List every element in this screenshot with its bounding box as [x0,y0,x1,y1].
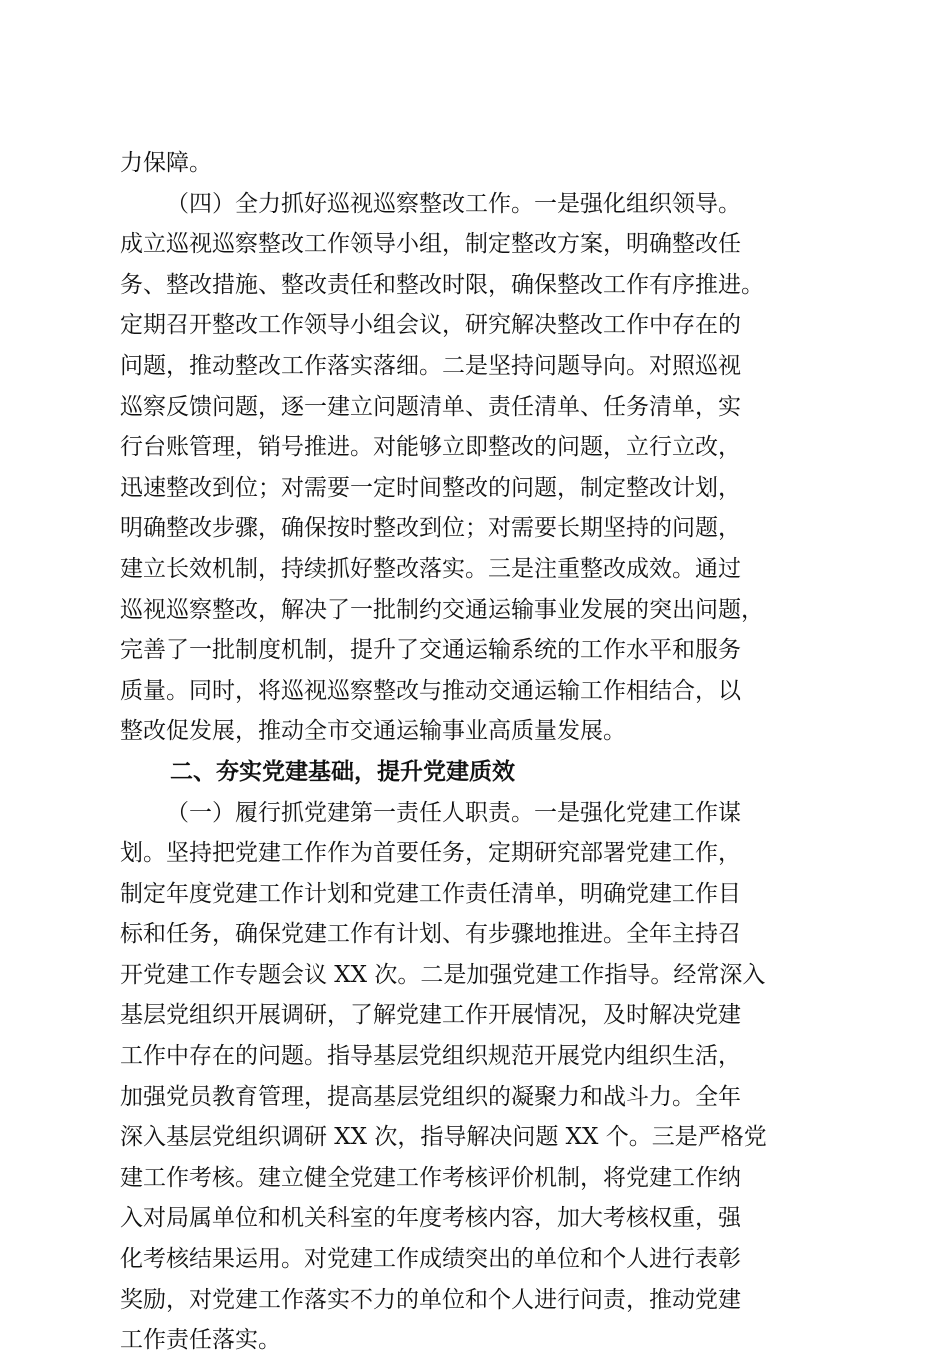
paragraph-line: 明确整改步骤，确保按时整改到位；对需要长期坚持的问题， [120,515,741,542]
document-body [120,143,830,1361]
paragraph-line: 工作中存在的问题。指导基层党组织规范开展党内组织生活， [120,1043,741,1070]
paragraph-line: 质量。同时，将巡视巡察整改与推动交通运输工作相结合，以 [120,677,741,704]
paragraph-line: （四）全力抓好巡视巡察整改工作。一是强化组织领导。 [166,190,741,217]
paragraph-line: 建立长效机制，持续抓好整改落实。三是注重整改成效。通过 [120,555,741,582]
paragraph-line: 成立巡视巡察整改工作领导小组，制定整改方案，明确整改任 [120,231,741,258]
paragraph-line: 问题，推动整改工作落实落细。二是坚持问题导向。对照巡视 [120,352,741,379]
paragraph-line: 建工作考核。建立健全党建工作考核评价机制，将党建工作纳 [120,1164,741,1191]
paragraph-line: 化考核结果运用。对党建工作成绩突出的单位和个人进行表彰 [120,1246,741,1273]
paragraph-line: 基层党组织开展调研，了解党建工作开展情况，及时解决党建 [120,1002,741,1029]
paragraph-line: 工作责任落实。 [120,1327,281,1354]
paragraph-line: 务、整改措施、整改责任和整改时限，确保整改工作有序推进。 [120,271,764,298]
paragraph-line: 定期召开整改工作领导小组会议，研究解决整改工作中存在的 [120,312,741,339]
paragraph-line: 入对局属单位和机关科室的年度考核内容，加大考核权重，强 [120,1205,741,1232]
paragraph-line: 力保障。 [120,150,212,176]
paragraph-line: 加强党员教育管理，提高基层党组织的凝聚力和战斗力。全年 [120,1083,741,1110]
paragraph-line: 整改促发展，推动全市交通运输事业高质量发展。 [120,718,626,745]
paragraph-line: 划。坚持把党建工作作为首要任务，定期研究部署党建工作， [120,840,741,867]
paragraph-line: 深入基层党组织调研 XX 次，指导解决问题 XX 个。三是严格党 [120,1124,767,1151]
paragraph-line: 开党建工作专题会议 XX 次。二是加强党建工作指导。经常深入 [120,961,766,988]
section-heading: 二、夯实党建基础，提升党建质效 [170,758,515,785]
paragraph-line: 完善了一批制度机制，提升了交通运输系统的工作水平和服务 [120,637,741,664]
paragraph-line: 制定年度党建工作计划和党建工作责任清单，明确党建工作目 [120,880,741,907]
paragraph-line: （一）履行抓党建第一责任人职责。一是强化党建工作谋 [166,799,741,826]
paragraph-line: 行台账管理，销号推进。对能够立即整改的问题，立行立改， [120,434,741,461]
paragraph-line: 巡视巡察整改，解决了一批制约交通运输事业发展的突出问题， [120,596,764,623]
paragraph-line: 奖励，对党建工作落实不力的单位和个人进行问责，推动党建 [120,1286,741,1313]
paragraph-line: 迅速整改到位；对需要一定时间整改的问题，制定整改计划， [120,474,741,501]
paragraph-line: 标和任务，确保党建工作有计划、有步骤地推进。全年主持召 [120,921,741,948]
paragraph-line: 巡察反馈问题，逐一建立问题清单、责任清单、任务清单，实 [120,393,741,420]
